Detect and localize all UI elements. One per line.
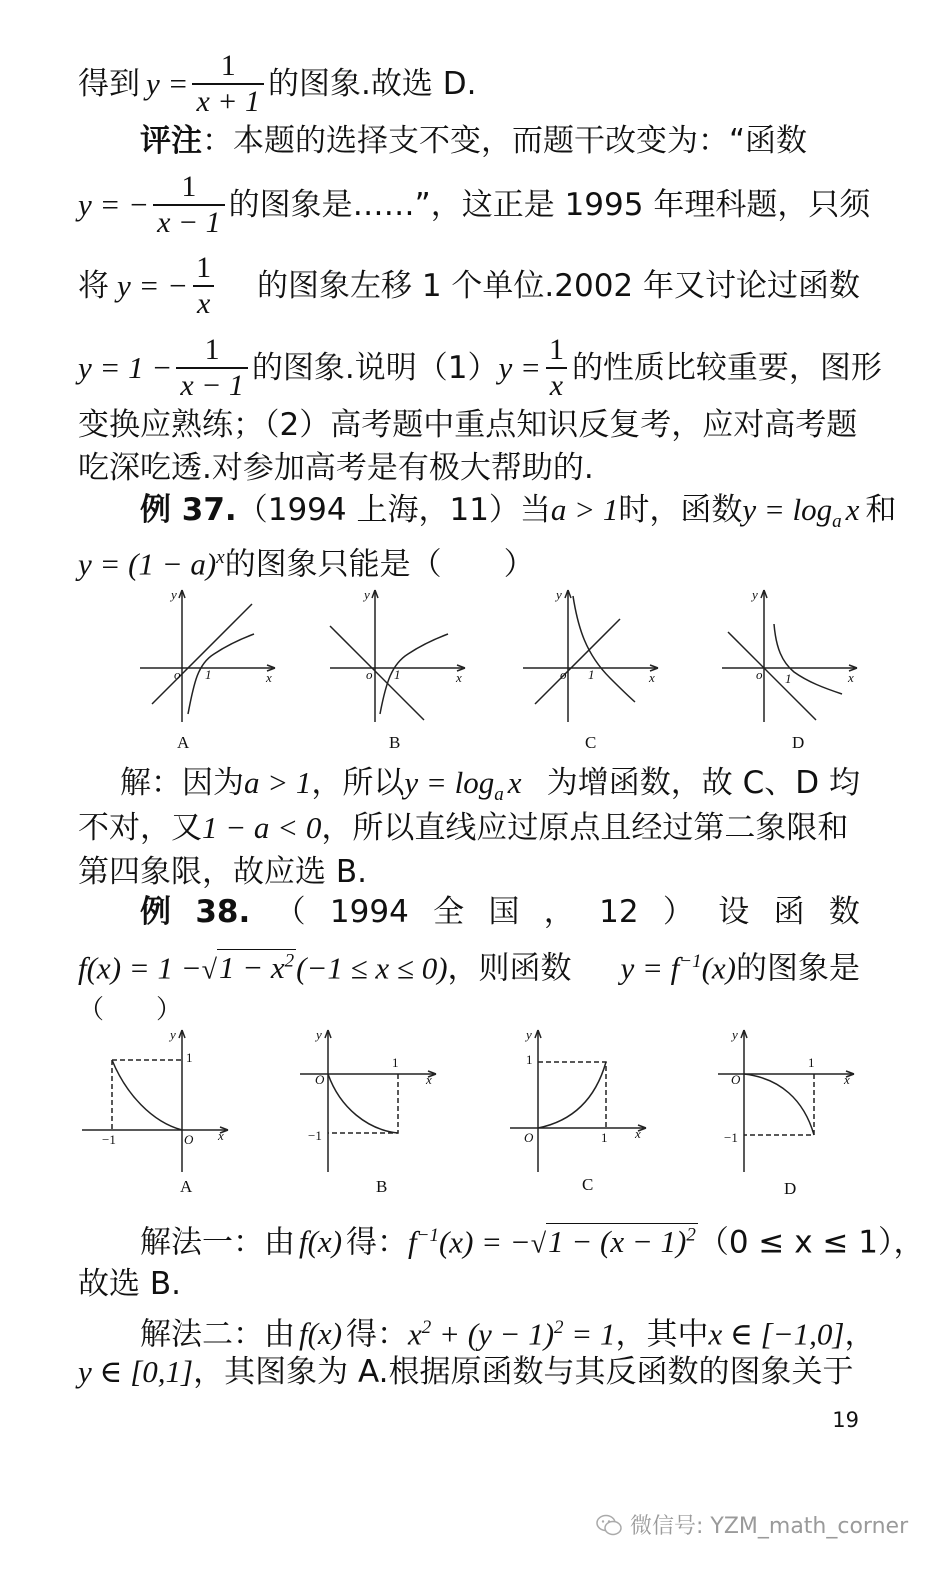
- svg-text:o: o: [366, 667, 373, 682]
- wechat-icon: [596, 1514, 622, 1536]
- fraction: $\frac{1}{x + 1}$: [192, 49, 264, 119]
- svg-text:x: x: [426, 1072, 432, 1087]
- svg-text:y: y: [752, 587, 758, 602]
- fraction: $\frac{1}{x}$: [192, 251, 215, 321]
- page-number: 19: [832, 1408, 859, 1432]
- svg-text:B: B: [376, 1177, 388, 1196]
- svg-text:−1: −1: [308, 1128, 322, 1143]
- text-line-4: 将 y = − $\frac{1}{x}$ 的图象左移 1 个单位.2002 年又讨论过函数: [78, 251, 860, 320]
- svg-text:y: y: [556, 587, 562, 602]
- svg-text:o: o: [174, 667, 181, 682]
- example-38-line-3: （ ）: [78, 995, 183, 1025]
- example-38-heading: 例 38. （ 1994 全 国 ， 12 ） 设 函 数: [140, 894, 860, 930]
- svg-text:1: 1: [601, 1130, 608, 1145]
- svg-text:A: A: [180, 1177, 193, 1196]
- solution-37-line-3: 第四象限，故应选 B.: [78, 854, 367, 890]
- svg-text:o: o: [560, 667, 567, 682]
- svg-text:1: 1: [588, 667, 595, 682]
- svg-text:C: C: [582, 1175, 594, 1194]
- svg-text:x: x: [649, 670, 655, 685]
- svg-text:O: O: [731, 1072, 741, 1087]
- svg-text:x: x: [635, 1126, 641, 1141]
- svg-text:y: y: [364, 587, 370, 602]
- solution-38-method-2-line-2: y ∈ [0,1]，其图象为 A.根据原函数与其反函数的图象关于: [78, 1354, 854, 1390]
- svg-text:1: 1: [186, 1050, 193, 1065]
- solution-37-line-1: 解：因为a > 1，所以$y = \log_a x$ 为增函数，故 C、D 均: [120, 765, 860, 806]
- svg-text:y: y: [170, 1027, 176, 1042]
- text-line-2: 评注：本题的选择支不变，而题干改变为：“函数: [140, 123, 808, 159]
- svg-text:x: x: [456, 670, 462, 685]
- svg-text:O: O: [315, 1072, 325, 1087]
- svg-text:1: 1: [785, 671, 792, 686]
- svg-text:−1: −1: [724, 1130, 738, 1145]
- svg-text:A: A: [177, 733, 190, 752]
- svg-text:D: D: [792, 733, 805, 752]
- solution-38-method-1: 解法一：由 f(x) 得：$f^{-1}(x) = -√1 - (x - 1)^2(0 \le x \le 1)$，: [140, 1224, 925, 1261]
- svg-text:y: y: [316, 1027, 322, 1042]
- solution-38-method-1-end: 故选 B.: [78, 1266, 181, 1302]
- svg-text:D: D: [784, 1179, 797, 1198]
- text-line-6: 变换应熟练；（2）高考题中重点知识反复考，应对高考题: [78, 407, 858, 443]
- svg-text:x: x: [218, 1128, 224, 1143]
- svg-text:y: y: [526, 1027, 532, 1042]
- watermark: 微信号: YZM_math_corner: [596, 1509, 908, 1540]
- text-line-1: 得到 y = $\frac{1}{x + 1}$ 的图象.故选 D.: [78, 49, 477, 118]
- svg-text:x: x: [266, 670, 272, 685]
- svg-text:O: O: [524, 1130, 534, 1145]
- figure-38: [78, 1022, 868, 1202]
- text-line-3: y = − $\frac{1}{x - 1}$ 的图象是……”，这正是 1995 年理科题，只须: [78, 170, 871, 239]
- figure-37: [130, 582, 870, 762]
- svg-text:1: 1: [526, 1052, 533, 1067]
- solution-38-method-2: 解法二：由 f(x) 得：$x^2 + (y - 1)^2 = 1$，其中x ∈ [−1,0]，: [140, 1316, 876, 1353]
- fraction: $\frac{1}{x}$: [545, 333, 568, 403]
- solution-37-line-2: 不对，又1 − a < 0，所以直线应过原点且经过第二象限和: [78, 810, 849, 846]
- svg-text:−1: −1: [102, 1132, 116, 1147]
- svg-text:O: O: [184, 1132, 194, 1147]
- fraction: $\frac{1}{x - 1}$: [153, 170, 225, 240]
- svg-text:x: x: [844, 1072, 850, 1087]
- text-line-5: y = 1 − $\frac{1}{x - 1}$ 的图象.说明（1） y = $\frac{1}{x}$ 的性质比较重要，图形: [78, 333, 882, 402]
- svg-text:1: 1: [394, 667, 401, 682]
- example-37-heading: 例 37.（1994 上海，11）当a > 1时，函数 $y = \log_a x$ 和: [140, 492, 897, 533]
- svg-text:y: y: [732, 1027, 738, 1042]
- svg-text:y: y: [171, 587, 177, 602]
- fraction: $\frac{1}{x - 1}$: [176, 333, 248, 403]
- svg-text:C: C: [585, 733, 597, 752]
- example-37-line-2: $y = (1 - a)^x$的图象只能是（ ）: [78, 546, 535, 583]
- svg-text:B: B: [389, 733, 401, 752]
- svg-text:1: 1: [808, 1055, 815, 1070]
- svg-text:1: 1: [392, 1055, 399, 1070]
- text-line-7: 吃深吃透.对参加高考是有极大帮助的.: [78, 450, 594, 486]
- example-38-line-2: $f(x) = 1 -√1 - x^2(-1 \le x \le 0)$，则函数 $y = f^{-1}(x)$的图象是: [78, 950, 860, 987]
- svg-text:1: 1: [205, 667, 212, 682]
- svg-text:x: x: [848, 670, 854, 685]
- svg-text:o: o: [756, 667, 763, 682]
